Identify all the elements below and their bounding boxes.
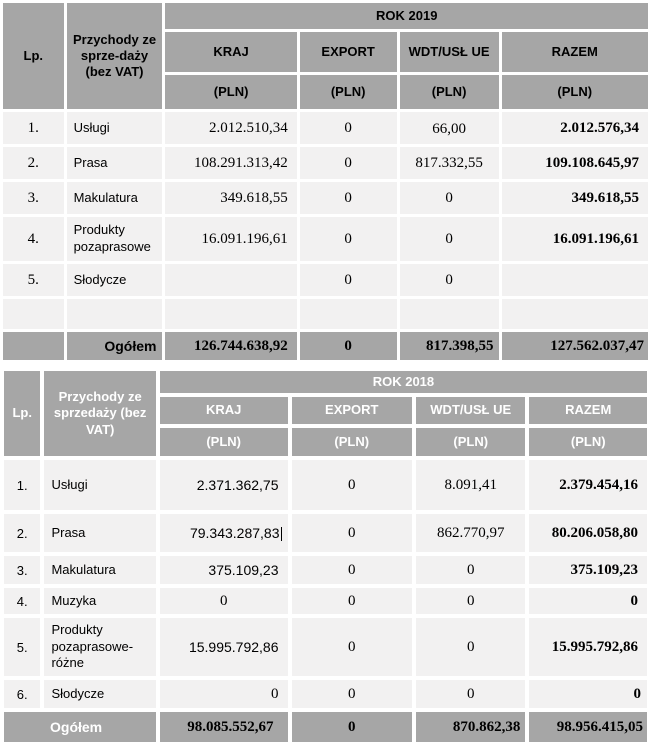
total-label: Ogółem — [4, 712, 156, 742]
razem-cell[interactable]: 80.206.058,80 — [529, 514, 647, 552]
razem-cell[interactable]: 2.379.454,16 — [529, 460, 647, 510]
razem-cell[interactable]: 15.995.792,86 — [529, 618, 647, 676]
table-row — [3, 182, 648, 214]
lp-header: Lp. — [3, 3, 64, 109]
kraj-cell[interactable]: 0 — [160, 588, 288, 614]
table-row — [3, 147, 648, 179]
category-cell[interactable]: Makulatura — [67, 182, 163, 214]
total-export-cell[interactable]: 0 — [300, 332, 397, 360]
wdt-cell[interactable]: 0 — [400, 217, 499, 261]
category-header: Przychody ze sprze-daży (bez VAT) — [67, 3, 163, 109]
col-header-kraj: KRAJ — [165, 32, 296, 72]
category-cell[interactable]: Produkty pozaprasowe-różne — [44, 618, 155, 676]
export-cell[interactable]: 0 — [300, 147, 397, 179]
wdt-cell[interactable]: 0 — [416, 618, 525, 676]
wdt-cell[interactable]: 0 — [416, 556, 525, 584]
lp-cell[interactable] — [3, 299, 64, 329]
export-cell[interactable]: 0 — [300, 112, 397, 144]
total-razem-cell[interactable]: 98.956.415,05 — [529, 712, 647, 742]
total-razem-cell[interactable]: 127.562.037,47 — [502, 332, 648, 360]
total-wdt-cell[interactable]: 870.862,38 — [416, 712, 525, 742]
unit-header: (PLN) — [300, 75, 397, 109]
kraj-cell[interactable]: 349.618,55 — [165, 182, 296, 214]
category-header: Przychody ze sprzedaży (bez VAT) — [44, 371, 155, 456]
kraj-cell[interactable]: 15.995.792,86 — [160, 618, 288, 676]
total-wdt-cell[interactable]: 817.398,55 — [400, 332, 499, 360]
table-row — [4, 588, 647, 614]
col-header-razem: RAZEM — [529, 397, 647, 424]
col-header-wdt: WDT/USŁ UE — [416, 397, 525, 424]
col-header-kraj: KRAJ — [160, 397, 288, 424]
razem-cell[interactable]: 375.109,23 — [529, 556, 647, 584]
kraj-cell[interactable]: 16.091.196,61 — [165, 217, 296, 261]
wdt-cell[interactable]: 817.332,55 — [400, 147, 499, 179]
total-kraj-cell[interactable]: 126.744.638,92 — [165, 332, 296, 360]
category-cell[interactable]: Prasa — [44, 514, 155, 552]
wdt-cell[interactable]: 0 — [416, 680, 525, 708]
unit-header: (PLN) — [416, 428, 525, 456]
lp-cell[interactable]: 6. — [4, 680, 40, 708]
text-cursor — [281, 527, 282, 541]
total-row — [4, 712, 647, 742]
razem-cell[interactable]: 109.108.645,97 — [502, 147, 648, 179]
wdt-cell[interactable]: 0 — [400, 264, 499, 296]
lp-cell[interactable]: 5. — [3, 264, 64, 296]
wdt-cell[interactable]: 0 — [416, 588, 525, 614]
wdt-cell[interactable] — [400, 299, 499, 329]
revenue-table-2018 — [0, 367, 651, 746]
razem-cell[interactable]: 16.091.196,61 — [502, 217, 648, 261]
table-row — [4, 514, 647, 552]
kraj-cell[interactable]: 2.371.362,75 — [160, 460, 288, 510]
lp-cell[interactable]: 1. — [4, 460, 40, 510]
col-header-export: EXPORT — [292, 397, 413, 424]
table-row — [3, 299, 648, 329]
total-kraj-cell[interactable]: 98.085.552,67 — [160, 712, 288, 742]
wdt-cell[interactable]: 862.770,97 — [416, 514, 525, 552]
kraj-cell[interactable]: 108.291.313,42 — [165, 147, 296, 179]
total-export-cell[interactable]: 0 — [292, 712, 413, 742]
export-cell[interactable]: 0 — [292, 514, 413, 552]
category-cell[interactable]: Usługi — [67, 112, 163, 144]
col-header-razem: RAZEM — [502, 32, 648, 72]
total-row — [3, 332, 648, 360]
category-cell[interactable]: Muzyka — [44, 588, 155, 614]
lp-cell[interactable]: 3. — [3, 182, 64, 214]
export-cell[interactable]: 0 — [300, 217, 397, 261]
unit-header: (PLN) — [292, 428, 413, 456]
col-header-export: EXPORT — [300, 32, 397, 72]
lp-cell[interactable]: 2. — [3, 147, 64, 179]
category-cell[interactable]: Usługi — [44, 460, 155, 510]
kraj-cell[interactable]: 375.109,23 — [160, 556, 288, 584]
category-cell[interactable]: Słodycze — [44, 680, 155, 708]
total-lp-cell — [3, 332, 64, 360]
lp-cell[interactable]: 3. — [4, 556, 40, 584]
wdt-cell[interactable]: 0 — [400, 182, 499, 214]
col-header-wdt: WDT/USŁ UE — [400, 32, 499, 72]
unit-header: (PLN) — [160, 428, 288, 456]
table-row — [4, 618, 647, 676]
table-row — [4, 680, 647, 708]
table-row — [4, 460, 647, 510]
table-row — [3, 217, 648, 261]
razem-cell[interactable]: 0 — [529, 680, 647, 708]
unit-header: (PLN) — [400, 75, 499, 109]
export-cell[interactable]: 0 — [292, 618, 413, 676]
razem-cell[interactable]: 0 — [529, 588, 647, 614]
lp-cell[interactable]: 5. — [4, 618, 40, 676]
table-row — [3, 264, 648, 296]
export-cell[interactable]: 0 — [292, 680, 413, 708]
table-row — [3, 112, 648, 144]
kraj-cell[interactable]: 2.012.510,34 — [165, 112, 296, 144]
lp-cell[interactable]: 2. — [4, 514, 40, 552]
unit-header: (PLN) — [502, 75, 648, 109]
total-label: Ogółem — [67, 332, 163, 360]
category-cell[interactable]: Prasa — [67, 147, 163, 179]
category-cell[interactable]: Produkty pozaprasowe — [67, 217, 163, 261]
category-cell[interactable]: Makulatura — [44, 556, 155, 584]
export-cell[interactable] — [300, 299, 397, 329]
kraj-cell[interactable] — [165, 299, 296, 329]
kraj-value: 79.343.287,83 — [189, 525, 280, 541]
kraj-cell[interactable]: 0 — [160, 680, 288, 708]
unit-header: (PLN) — [165, 75, 296, 109]
razem-cell[interactable] — [502, 264, 648, 296]
year-title-2019: ROK 2019 — [165, 3, 648, 29]
unit-header: (PLN) — [529, 428, 647, 456]
kraj-cell-editing[interactable] — [160, 514, 288, 552]
export-cell[interactable]: 0 — [292, 556, 413, 584]
kraj-cell[interactable] — [165, 264, 296, 296]
razem-cell[interactable]: 349.618,55 — [502, 182, 648, 214]
export-cell[interactable]: 0 — [292, 588, 413, 614]
category-cell[interactable] — [67, 299, 163, 329]
razem-cell[interactable]: 2.012.576,34 — [502, 112, 648, 144]
lp-header: Lp. — [4, 371, 40, 456]
wdt-cell[interactable]: 8.091,41 — [416, 460, 525, 510]
revenue-table-2019 — [0, 0, 651, 363]
lp-cell[interactable]: 4. — [3, 217, 64, 261]
lp-cell[interactable]: 1. — [3, 112, 64, 144]
export-cell[interactable]: 0 — [300, 182, 397, 214]
razem-cell[interactable] — [502, 299, 648, 329]
category-cell[interactable]: Słodycze — [67, 264, 163, 296]
export-cell[interactable]: 0 — [292, 460, 413, 510]
export-cell[interactable]: 0 — [300, 264, 397, 296]
lp-cell[interactable]: 4. — [4, 588, 40, 614]
wdt-cell[interactable]: 66,00 — [400, 112, 499, 144]
table-row — [4, 556, 647, 584]
year-title-2018: ROK 2018 — [160, 371, 647, 393]
